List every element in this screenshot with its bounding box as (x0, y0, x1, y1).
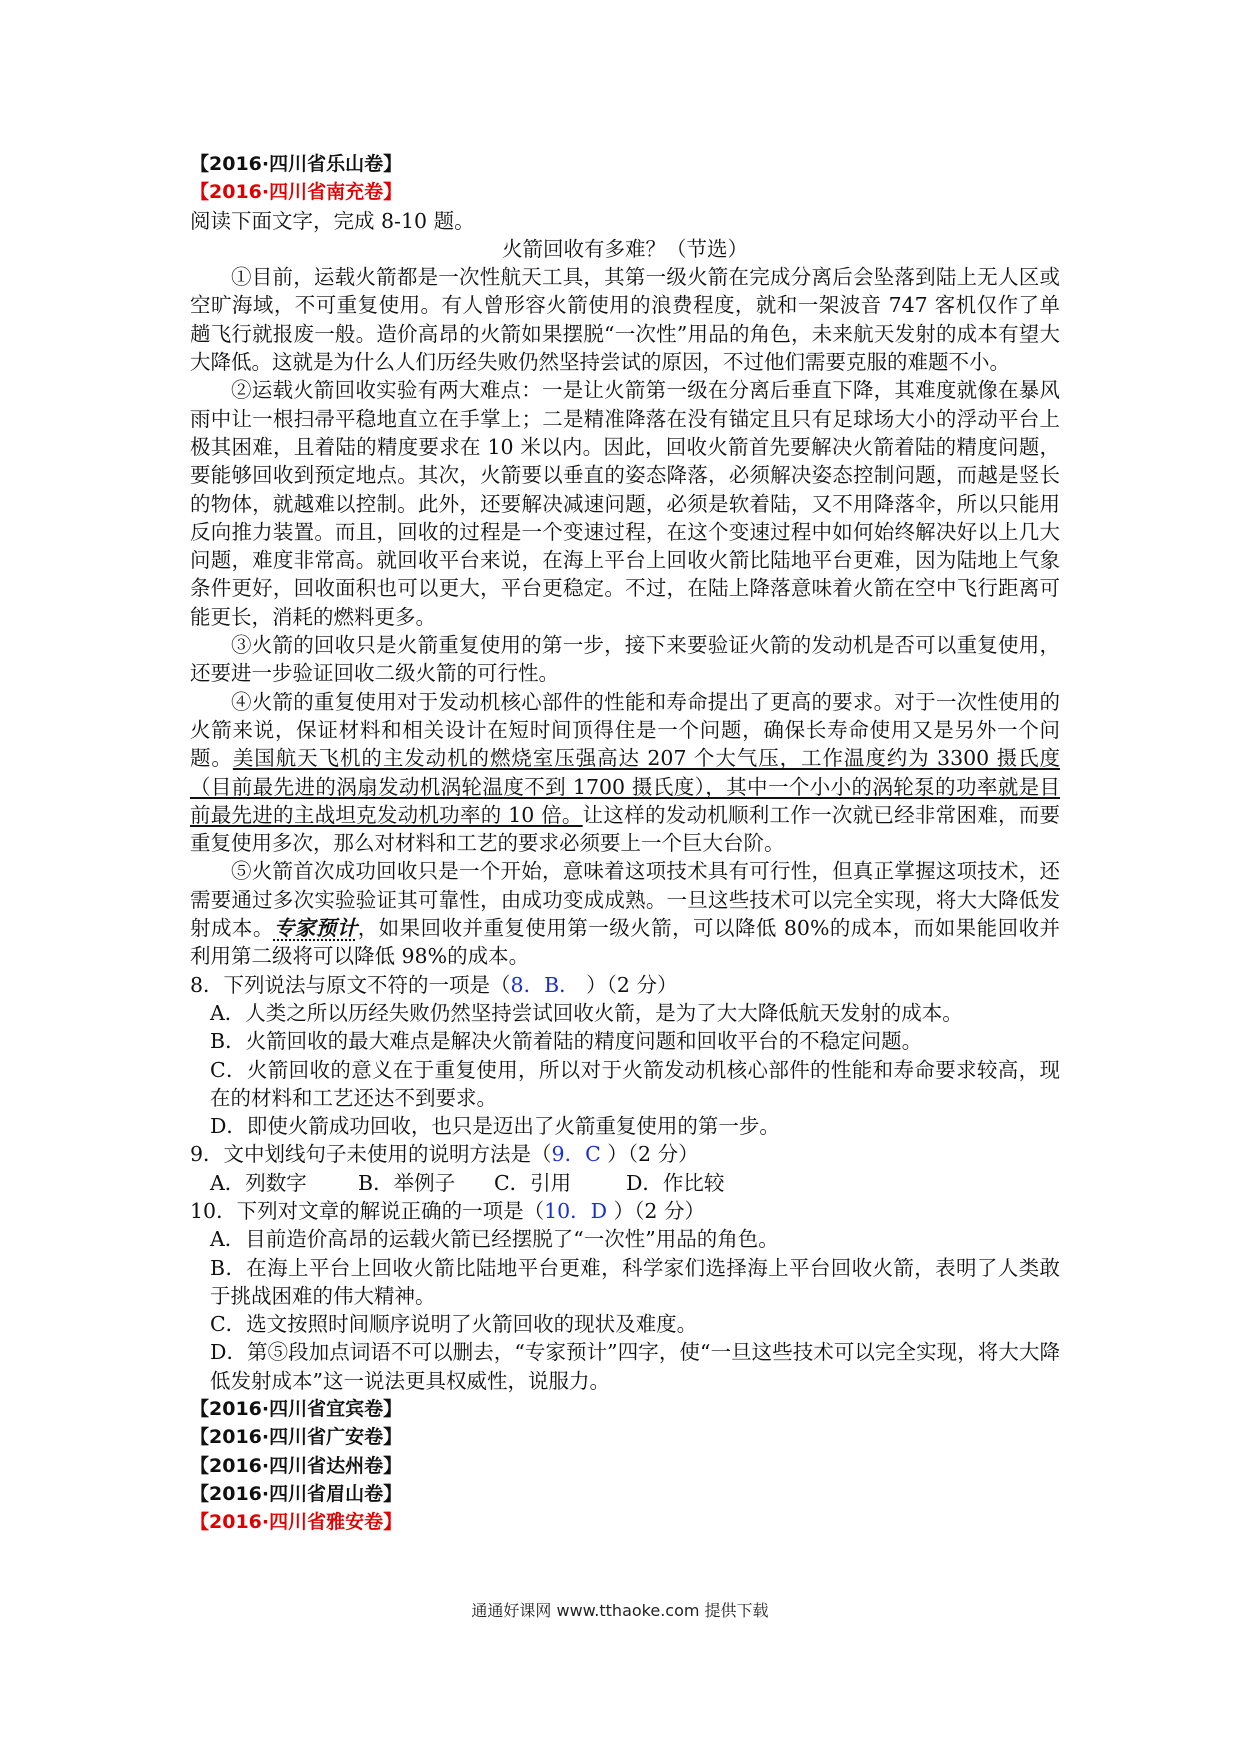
question-10-option-d: D．第⑤段加点词语不可以删去，“专家预计”四字，使“一旦这些技术可以完全实现，将大大降低发射成本”这一说法更具权威性，说服力。 (210, 1340, 1060, 1393)
underlined-sentence: 美国航天飞机的主发动机的燃烧室压强高达 207 个大气压，工作温度约为 3300 摄氏度（目前最先进的涡扇发动机涡轮温度不到 1700 摄氏度），其中一个小小的涡轮泵的功率就是目前最先进的主战坦克发动机功率的 10 倍。 (190, 746, 1060, 827)
question-9-option-b: B．举例子 (358, 1170, 456, 1195)
paragraph-4-intro: ④火箭的重复使用对于发动机核心部件的性能和寿命提出了更高的要求。对于一次性使用的火箭来说，保证材料和相关设计在短时间顶得住是一个问题，确保长寿命使用又是另外一个问题。 (190, 689, 1060, 771)
question-8-option-c: C．火箭回收的意义在于重复使用，所以对于火箭发动机核心部件的性能和寿命要求较高，现在的材料和工艺还达不到要求。 (210, 1057, 1060, 1110)
question-9-option-d: D．作比较 (626, 1170, 725, 1195)
question-9-points: ）（2 分） (600, 1142, 699, 1167)
question-8-option-d: D．即使火箭成功回收，也只是迈出了火箭重复使用的第一步。 (210, 1114, 780, 1139)
question-8-stem (190, 971, 1060, 999)
article-title: 火箭回收有多难？（节选） (502, 236, 748, 261)
question-9-answer: 9．C (551, 1142, 601, 1167)
exam-header-guangan: 【2016·四川省广安卷】 (190, 1426, 403, 1449)
exam-header-yibin: 【2016·四川省宜宾卷】 (190, 1398, 403, 1421)
paragraph-2: ②运载火箭回收实验有两大难点：一是让火箭第一级在分离后垂直下降，其难度就像在暴风雨中让一根扫帚平稳地直立在手掌上；二是精准降落在没有锚定且只有足球场大小的浮动平台上极其困难，且着陆的精度要求在 10 米以内。因此，回收火箭首先要解决火箭着陆的精度问题，要能够回收到预定地点。其次，火箭要以垂直的姿态降落，必须解决姿态控制问题，而越是竖长的物体，就越难以控制。此外，还要解决减速问题，必须是软着陆，又不用降落伞，所以只能用反向推力装置。而且，回收的过程是一个变速过程，在这个变速过程中如何始终解决好以上几大问题，难度非常高。就回收平台来说，在海上平台上回收火箭比陆地平台更难，因为陆地上气象条件更好，回收面积也可以更大，平台更稳定。不过，在陆上降落意味着火箭在空中飞行距离可能更长，消耗的燃料更多。 (190, 378, 1060, 629)
exam-header-leshan: 【2016·四川省乐山卷】 (190, 153, 403, 175)
question-9-option-a: A．列数字 (210, 1170, 307, 1195)
paragraph-4-outro: 让这样的发动机顺利工作一次就已经非常困难，而要重复使用多次，那么对材料和工艺的要求必须要上一个巨大台阶。 (190, 802, 1061, 856)
paragraph-5-intro: ⑤火箭首次成功回收只是一个开始，意味着这项技术具有可行性，但真正掌握这项技术，还需要通过多次实验验证其可靠性，由成功变成成熟。一旦这些技术可以完全实现，将大大降低发射成本。 (190, 859, 1060, 941)
question-9-option-c: C．引用 (494, 1170, 572, 1195)
document-page (190, 150, 1060, 1537)
question-10-points: ）（2 分） (607, 1198, 705, 1223)
question-9-text: 9．文中划线句子未使用的说明方法是（ (190, 1142, 552, 1167)
question-9-stem (190, 1140, 1060, 1168)
reading-instruction: 阅读下面文字，完成 8-10 题。 (190, 208, 475, 233)
exam-header-yaan: 【2016·四川省雅安卷】 (190, 1511, 403, 1534)
paragraph-3: ③火箭的回收只是火箭重复使用的第一步，接下来要验证火箭的发动机是否可以重复使用，还要进一步验证回收二级火箭的可行性。 (190, 633, 1060, 686)
question-8-option-a: A．人类之所以历经失败仍然坚持尝试回收火箭，是为了大大降低航天发射的成本。 (210, 1000, 963, 1025)
question-8-answer: 8．B． (510, 972, 580, 997)
exam-header-nanchong: 【2016·四川省南充卷】 (190, 181, 403, 204)
question-10-option-c: C．选文按照时间顺序说明了火箭回收的现状及难度。 (210, 1312, 698, 1337)
dotted-term: 专家预计 (273, 916, 358, 941)
question-8-points: ）（2 分） (579, 972, 678, 997)
question-10-stem (190, 1197, 1060, 1225)
page-footer: 通通好课网 www.tthaoke.com 提供下载 (471, 1601, 769, 1620)
question-8-option-b: B．火箭回收的最大难点是解决火箭着陆的精度问题和回收平台的不稳定问题。 (210, 1029, 923, 1054)
question-10-option-a: A．目前造价高昂的运载火箭已经摆脱了“一次性”用品的角色。 (210, 1227, 779, 1252)
paragraph-1: ①目前，运载火箭都是一次性航天工具，其第一级火箭在完成分离后会坠落到陆上无人区或空旷海域，不可重复使用。有人曾形容火箭使用的浪费程度，就和一架波音 747 客机仅作了单趟飞行就报废一般。造价高昂的火箭如果摆脱“一次性”用品的角色，未来航天发射的成本有望大大降低。这就是为什么人们历经失败仍然坚持尝试的原因，不过他们需要克服的难题不小。 (190, 265, 1060, 375)
paragraph-5 (190, 857, 1060, 970)
question-10-text: 10．下列对文章的解说正确的一项是（ (190, 1198, 545, 1223)
question-9-options (190, 1169, 1060, 1197)
question-10-answer: 10．D (544, 1198, 608, 1223)
exam-header-meishan: 【2016·四川省眉山卷】 (190, 1482, 403, 1505)
question-10-option-b: B．在海上平台上回收火箭比陆地平台更难，科学家们选择海上平台回收火箭，表明了人类敢于挑战困难的伟大精神。 (210, 1255, 1060, 1308)
exam-header-dazhou: 【2016·四川省达州卷】 (190, 1454, 403, 1477)
question-8-text: 8．下列说法与原文不符的一项是（ (190, 972, 511, 997)
paragraph-4 (190, 688, 1060, 858)
paragraph-5-outro: ，如果回收并重复使用第一级火箭，可以降低 80%的成本，而如果能回收并利用第二级将可以降低 98%的成本。 (190, 916, 1060, 969)
